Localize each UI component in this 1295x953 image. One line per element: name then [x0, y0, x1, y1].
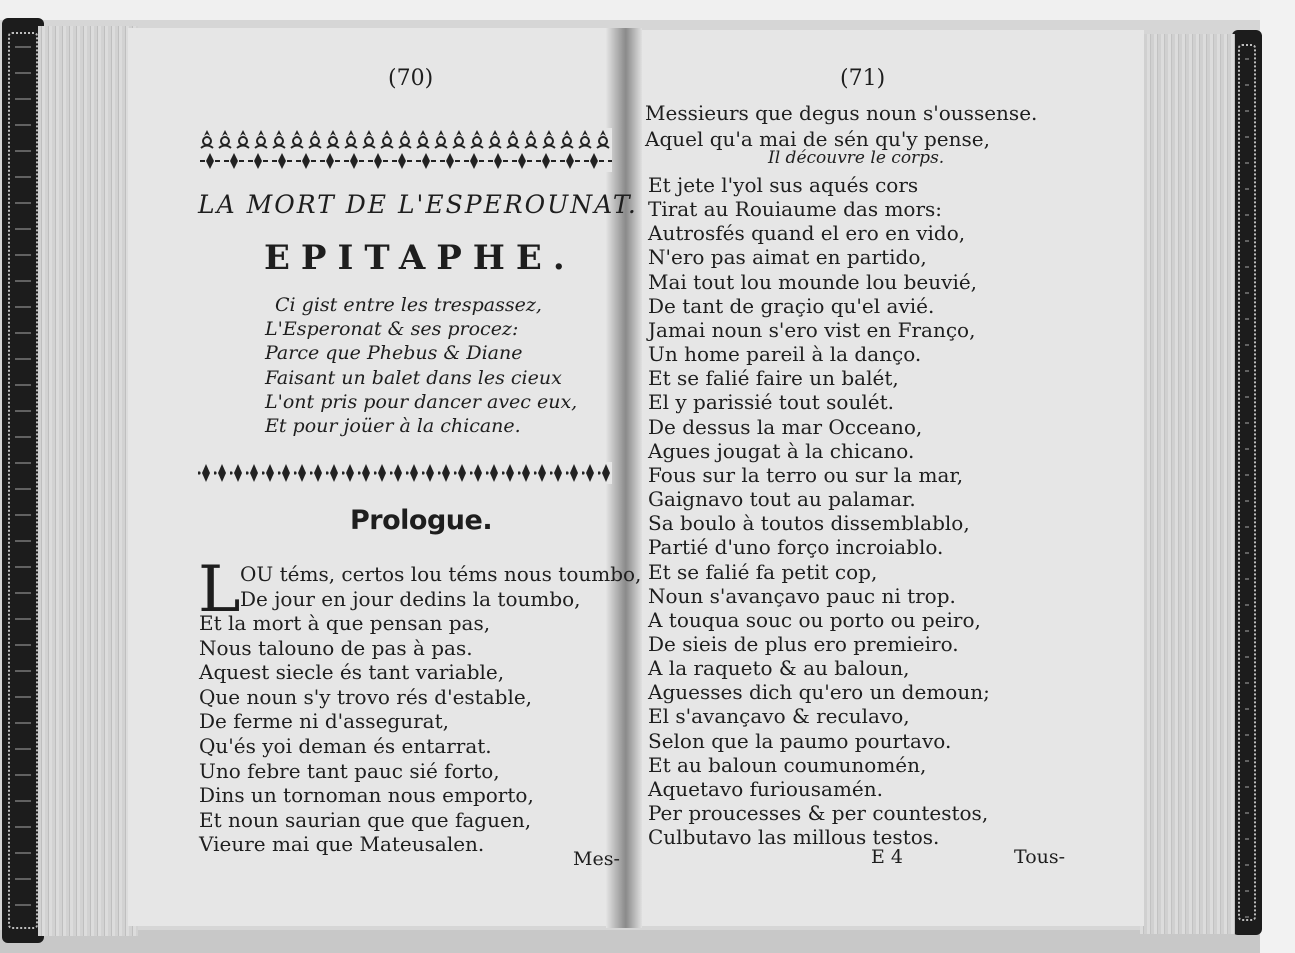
prologue-line: Vieure mai que Mateusalen. — [199, 832, 485, 857]
headpiece-ornament — [198, 128, 612, 172]
verse-line: De sieis de plus ero premieiro. — [648, 631, 959, 656]
page-edges-left — [38, 26, 138, 936]
signature-mark: E 4 — [871, 846, 903, 868]
tailpiece-ornament — [198, 462, 612, 484]
epitaph-verse — [265, 293, 577, 438]
catchword-left: Mes- — [573, 848, 620, 870]
prologue-heading: Prologue. — [350, 505, 493, 536]
prologue-line: Qu'és yoi deman és entarrat. — [199, 733, 492, 758]
verse-line: El s'avançavo & reculavo, — [648, 704, 910, 729]
verse-line: De tant de graçio qu'el avié. — [648, 293, 935, 318]
verse-line: Culbutavo las millous testos. — [648, 825, 940, 850]
epitaph-line: L'Esperonat & ses procez: — [265, 318, 519, 341]
prologue-line: Nous talouno de pas à pas. — [199, 635, 473, 660]
verse-line: Tirat au Rouiaume das mors: — [648, 197, 943, 222]
prologue-line: Que noun s'y trovo rés d'estable, — [199, 684, 533, 709]
background-bottom — [0, 930, 1295, 953]
verse-line: Agues jougat à la chicano. — [648, 438, 915, 463]
epitaph-line: Faisant un balet dans les cieux — [265, 366, 562, 389]
verse-line: N'ero pas aimat en partido, — [648, 245, 927, 270]
verse-line: Aquetavo furiousamén. — [648, 776, 884, 801]
stage-direction: Il découvre le corps. — [768, 148, 945, 168]
epitaph-line: L'ont pris pour dancer avec eux, — [265, 390, 578, 413]
verse-line: Partié d'uno forço incroiablo. — [648, 535, 944, 560]
prologue-line: OU téms, certos lou téms nous toumbo, — [240, 562, 642, 586]
epitaph-line: Et pour joüer à la chicane. — [265, 415, 521, 438]
right-verse — [648, 173, 990, 849]
verse-line: Et se falié faire un balét, — [648, 366, 899, 391]
verse-line: Jamai noun s'ero vist en Franço, — [648, 317, 976, 342]
verse-line: A la raqueto & au baloun, — [648, 656, 910, 681]
prologue-verse — [199, 611, 534, 857]
prologue-line: Dins un tornoman nous emporto, — [199, 783, 534, 808]
verse-line: Et jete l'yol sus aqués cors — [648, 173, 919, 197]
prologue-opening — [240, 562, 641, 611]
book-cover-right — [1232, 30, 1262, 935]
verse-line: Aquel qu'a mai de sén qu'y pense, — [645, 127, 990, 151]
epitaph-heading: EPITAPHE. — [264, 238, 576, 278]
verse-line: De dessus la mar Occeano, — [648, 414, 923, 439]
right-opening-lines — [645, 100, 1037, 152]
verse-line: A touqua souc ou porto ou peiro, — [648, 607, 981, 632]
background-right — [1260, 0, 1295, 953]
verse-line: El y parissié tout soulét. — [648, 390, 894, 415]
epitaph-line: Ci gist entre les trespassez, — [275, 294, 542, 316]
verse-line: Autrosfés quand el ero en vido, — [648, 221, 966, 246]
verse-line: Selon que la paumo pourtavo. — [648, 728, 952, 753]
prologue-line: De jour en jour dedins la toumbo, — [240, 586, 581, 611]
verse-line: Noun s'avançavo pauc ni trop. — [648, 583, 956, 608]
page-number-right: (71) — [840, 66, 886, 91]
prologue-line: Uno febre tant pauc sié forto, — [199, 758, 500, 783]
verse-line: Per proucesses & per countestos, — [648, 801, 989, 826]
prologue-line: Et la mort à que pensan pas, — [199, 611, 491, 635]
cover-tooling-left — [8, 32, 38, 929]
prologue-line: Aquest siecle és tant variable, — [199, 660, 505, 685]
verse-line: Et au baloun coumunomén, — [648, 752, 927, 777]
prologue-dropcap: L — [198, 553, 241, 627]
catchword-right: Tous- — [1014, 846, 1066, 868]
verse-line: Aguesses dich qu'ero un demoun; — [648, 680, 990, 705]
verse-line: Un home pareil à la danço. — [648, 342, 922, 367]
background-top — [0, 0, 1295, 20]
prologue-line: De ferme ni d'assegurat, — [199, 709, 449, 734]
page-number-left: (70) — [388, 66, 434, 91]
verse-line: Fous sur la terro ou sur la mar, — [648, 462, 964, 487]
epitaph-line: Parce que Phebus & Diane — [265, 342, 523, 365]
verse-line: Gaignavo tout au palamar. — [648, 487, 916, 512]
verse-line: Mai tout lou mounde lou beuvié, — [648, 269, 978, 294]
prologue-line: Et noun saurian que que faguen, — [199, 807, 532, 832]
play-title: LA MORT DE L'ESPEROUNAT. — [198, 190, 638, 219]
verse-line: Messieurs que degus noun s'oussense. — [645, 101, 1038, 125]
page-edges-right — [1140, 34, 1235, 934]
verse-line: Sa boulo à toutos dissemblablo, — [648, 511, 970, 536]
cover-tooling-right — [1238, 44, 1256, 921]
verse-line: Et se falié fa petit cop, — [648, 559, 878, 584]
